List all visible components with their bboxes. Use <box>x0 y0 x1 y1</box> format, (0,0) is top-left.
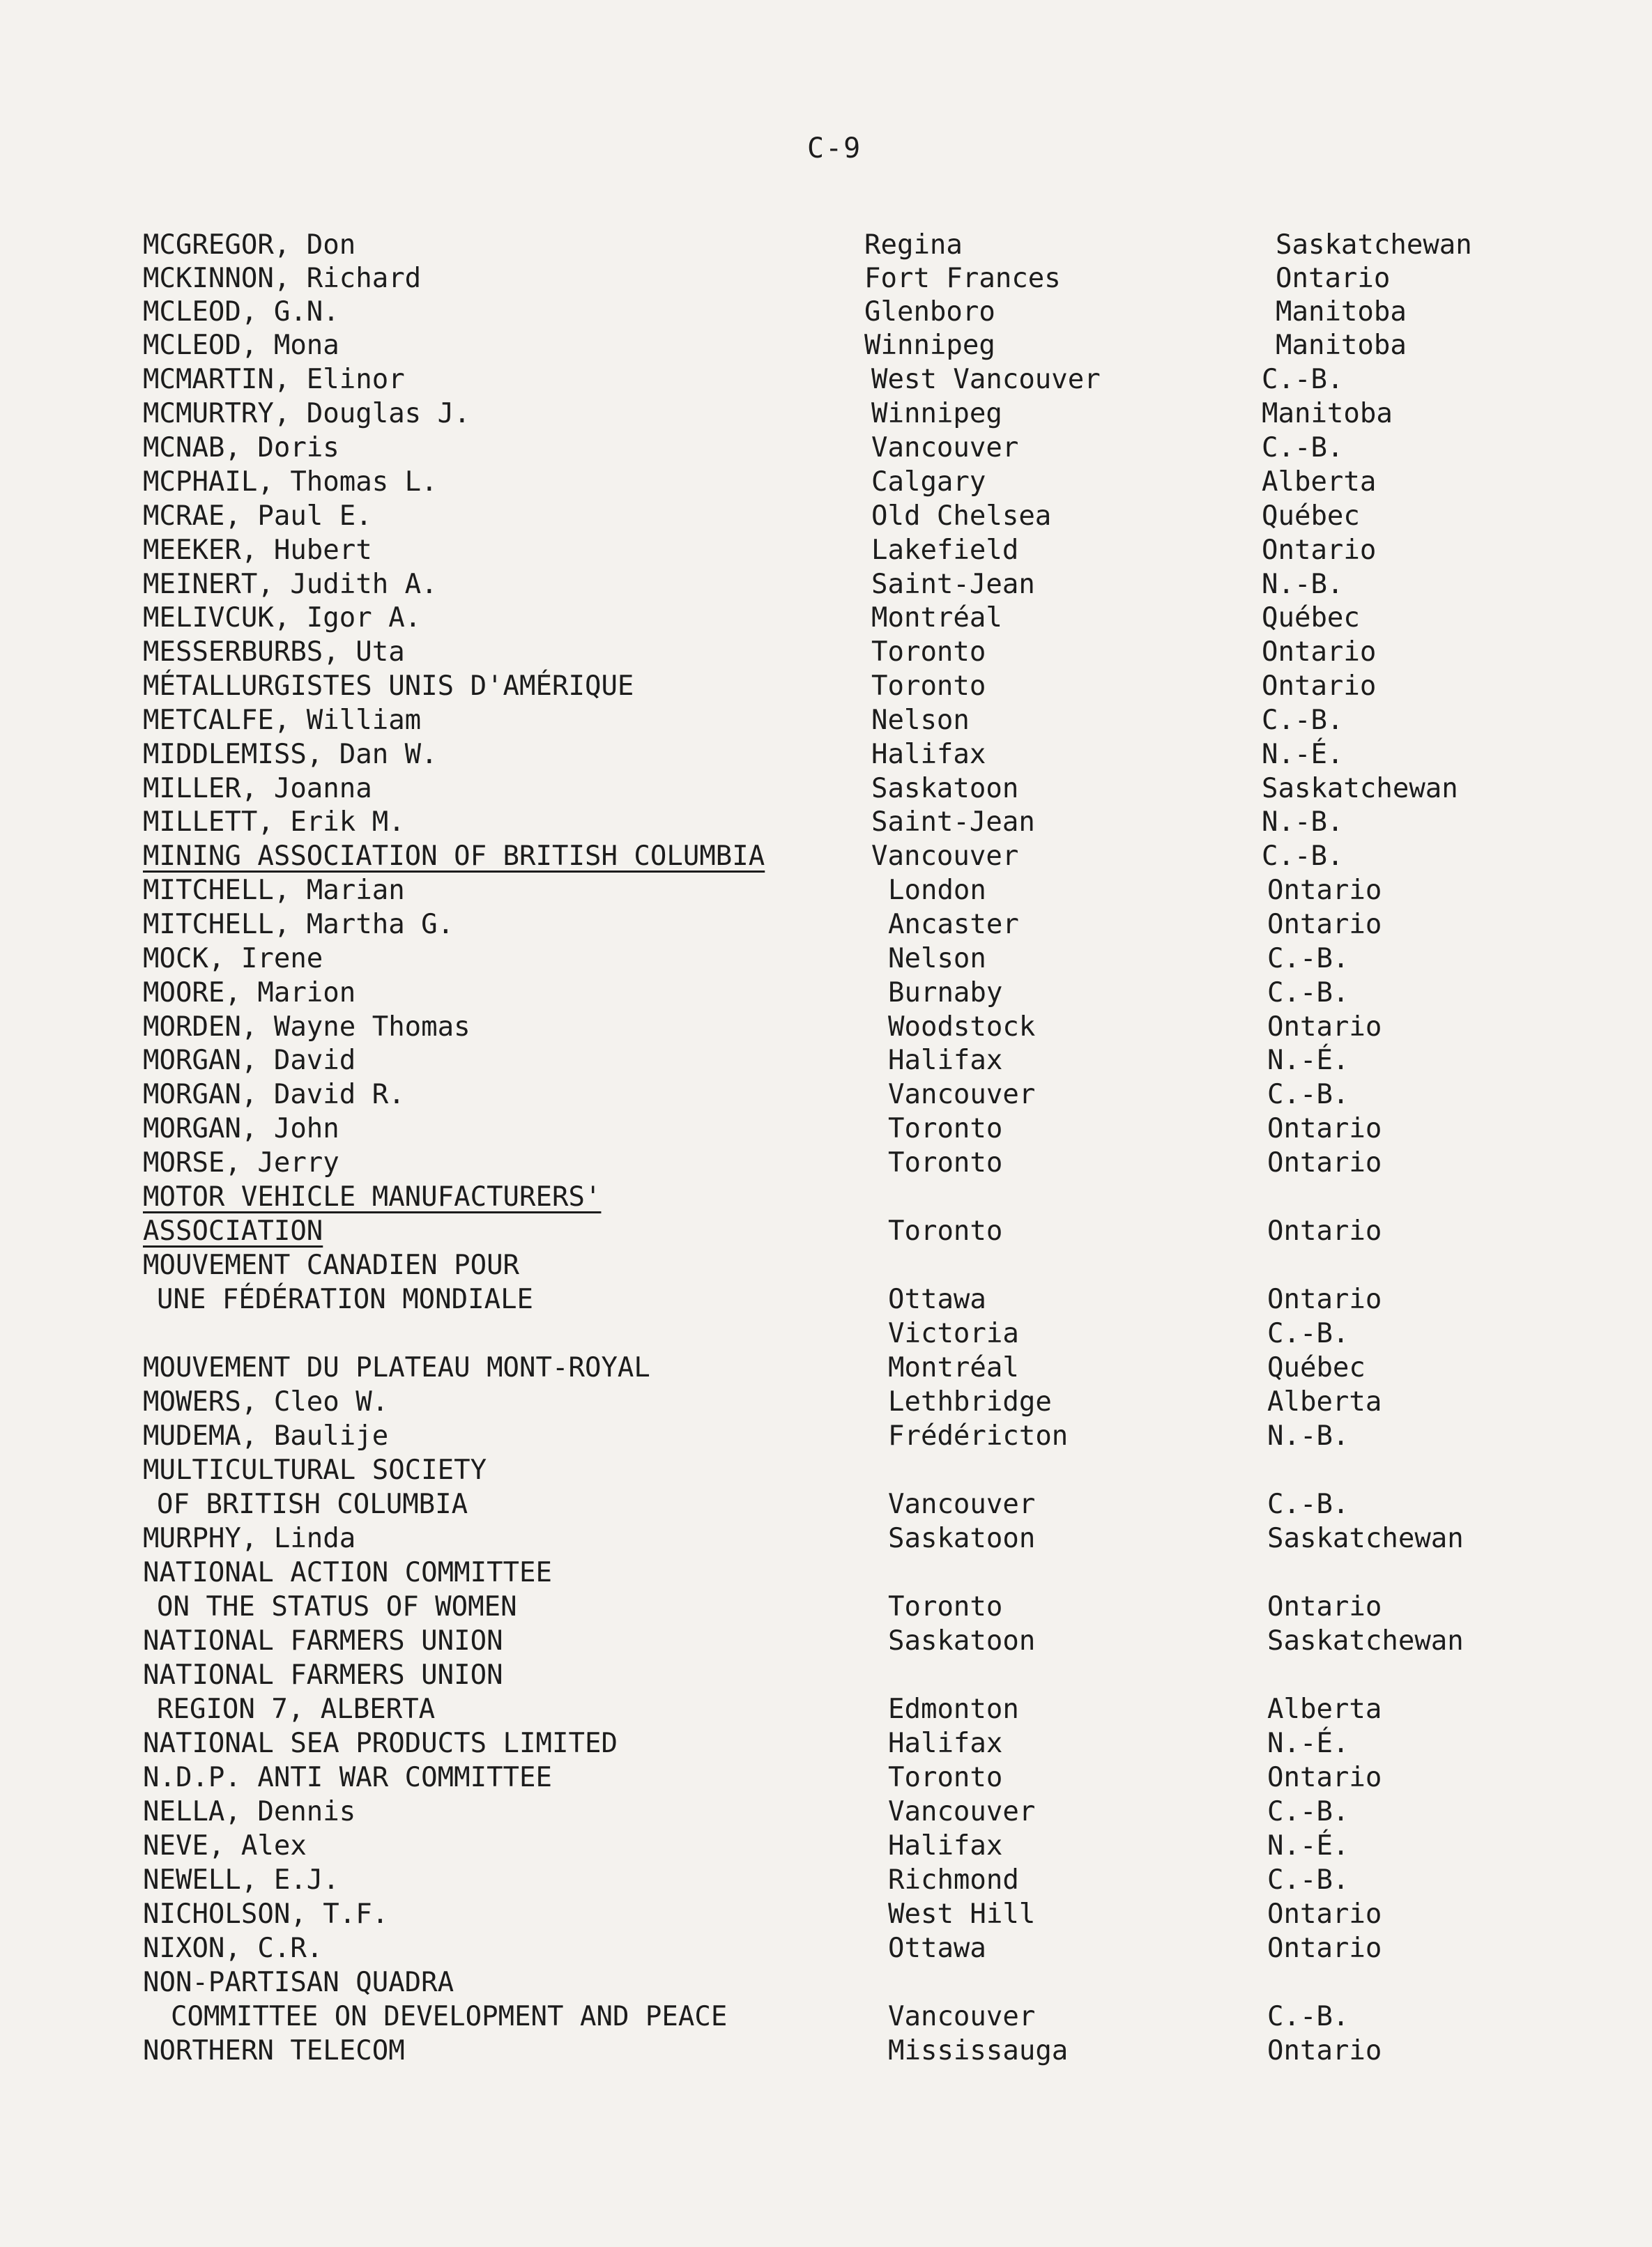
list-item <box>0 1011 1652 1044</box>
entry-city: Nelson <box>888 943 986 974</box>
entry-city: Vancouver <box>888 2001 1036 2032</box>
entry-name: MURPHY, Linda <box>143 1523 356 1554</box>
entry-name: NEVE, Alex <box>143 1830 307 1862</box>
list-item <box>0 1112 1652 1146</box>
entry-name: MELIVCUK, Igor A. <box>143 602 422 634</box>
entry-name: MOORE, Marion <box>143 977 356 1009</box>
entry-city: Glenboro <box>864 296 995 328</box>
entry-name: MORGAN, John <box>143 1113 339 1144</box>
entry-name: MIDDLEMISS, Dan W. <box>143 739 438 770</box>
entry-province: C.-B. <box>1267 1796 1349 1827</box>
entry-name: NATIONAL FARMERS UNION <box>143 1625 503 1657</box>
entry-province: C.-B. <box>1262 364 1344 395</box>
list-item <box>0 874 1652 907</box>
list-item <box>0 772 1652 806</box>
entry-province: Saskatchewan <box>1267 1625 1464 1657</box>
page-number: C-9 <box>807 132 862 164</box>
entry-city: Winnipeg <box>871 398 1002 429</box>
list-item <box>0 1830 1652 1863</box>
entry-province: Ontario <box>1267 875 1382 906</box>
entry-city: Ottawa <box>888 1284 986 1315</box>
entry-province: Ontario <box>1267 909 1382 940</box>
entry-name: MESSERBURBS, Uta <box>143 636 405 668</box>
entry-province: C.-B. <box>1262 705 1344 736</box>
entry-province: Ontario <box>1267 2035 1382 2066</box>
entry-name: MULTICULTURAL SOCIETY <box>143 1455 487 1486</box>
entry-province: Ontario <box>1267 1011 1382 1043</box>
entry-city: Saskatoon <box>871 773 1019 804</box>
entry-name: ASSOCIATION <box>143 1215 323 1247</box>
entry-city: Saskatoon <box>888 1523 1036 1554</box>
list-item <box>0 670 1652 703</box>
entry-name: MCRAE, Paul E. <box>143 500 372 532</box>
list-item <box>0 363 1652 397</box>
entry-province: Ontario <box>1267 1147 1382 1179</box>
entry-name: MOWERS, Cleo W. <box>143 1386 389 1418</box>
list-item <box>0 1488 1652 1521</box>
entry-city: Vancouver <box>888 1079 1036 1110</box>
list-item <box>0 942 1652 976</box>
entry-name: MCLEOD, G.N. <box>143 296 339 328</box>
entry-city: Halifax <box>871 739 986 770</box>
list-item <box>0 1898 1652 1931</box>
list-item <box>0 1249 1652 1282</box>
list-item <box>0 636 1652 669</box>
entry-province: N.-B. <box>1262 806 1344 838</box>
entry-province: Québec <box>1262 500 1360 532</box>
entry-city: Winnipeg <box>864 330 995 361</box>
entry-province: C.-B. <box>1262 432 1344 463</box>
list-item <box>0 568 1652 601</box>
entry-name: MUDEMA, Baulije <box>143 1420 389 1452</box>
list-item <box>0 1932 1652 1965</box>
entry-name: MITCHELL, Marian <box>143 875 405 906</box>
entry-name: MORDEN, Wayne Thomas <box>143 1011 471 1043</box>
entry-province: N.-É. <box>1267 1045 1349 1076</box>
entry-city: Toronto <box>888 1762 1003 1793</box>
list-item <box>0 1317 1652 1351</box>
entry-city: Nelson <box>871 705 970 736</box>
entry-name: MORSE, Jerry <box>143 1147 339 1179</box>
entry-province: Alberta <box>1267 1386 1382 1418</box>
list-item <box>0 738 1652 772</box>
entry-name: COMMITTEE ON DEVELOPMENT AND PEACE <box>171 2001 728 2032</box>
list-item <box>0 840 1652 873</box>
entry-province: Alberta <box>1262 466 1377 498</box>
entry-name: MOUVEMENT CANADIEN POUR <box>143 1250 520 1281</box>
entry-province: Alberta <box>1267 1694 1382 1725</box>
entry-province: C.-B. <box>1267 977 1349 1009</box>
list-item <box>0 229 1652 262</box>
entry-city: Montréal <box>888 1352 1019 1383</box>
entry-province: C.-B. <box>1267 1489 1349 1520</box>
list-item <box>0 1454 1652 1487</box>
entry-city: London <box>888 875 986 906</box>
list-item <box>0 1795 1652 1829</box>
entry-province: N.-É. <box>1262 739 1344 770</box>
list-item <box>0 1761 1652 1795</box>
list-item <box>0 500 1652 533</box>
entry-province: Ontario <box>1267 1215 1382 1247</box>
entry-name: METCALFE, William <box>143 705 422 736</box>
list-item <box>0 1146 1652 1180</box>
entry-province: Ontario <box>1262 535 1377 566</box>
entry-province: C.-B. <box>1267 1864 1349 1896</box>
entry-city: West Hill <box>888 1899 1036 1930</box>
entry-name: NATIONAL SEA PRODUCTS LIMITED <box>143 1728 618 1759</box>
entry-name: MOCK, Irene <box>143 943 323 974</box>
entry-city: Vancouver <box>888 1796 1036 1827</box>
entry-city: Vancouver <box>888 1489 1036 1520</box>
entry-province: Ontario <box>1267 1933 1382 1964</box>
entry-city: Edmonton <box>888 1694 1019 1725</box>
entry-city: Ancaster <box>888 909 1019 940</box>
list-item <box>0 1625 1652 1658</box>
entry-city: Toronto <box>888 1215 1003 1247</box>
list-item <box>0 704 1652 737</box>
entry-name: MOUVEMENT DU PLATEAU MONT-ROYAL <box>143 1352 650 1383</box>
list-item <box>0 1727 1652 1761</box>
entry-name: MCPHAIL, Thomas L. <box>143 466 438 498</box>
entry-province: Ontario <box>1267 1591 1382 1623</box>
entry-city: Halifax <box>888 1830 1003 1862</box>
entry-city: Vancouver <box>871 841 1019 872</box>
list-item <box>0 534 1652 567</box>
entry-city: Mississauga <box>888 2035 1069 2066</box>
entry-province: Ontario <box>1267 1284 1382 1315</box>
entry-city: Ottawa <box>888 1933 986 1964</box>
entry-name: MOTOR VEHICLE MANUFACTURERS' <box>143 1181 602 1213</box>
entry-city: West Vancouver <box>871 364 1101 395</box>
entry-name: MCGREGOR, Don <box>143 229 356 261</box>
entry-name: MCLEOD, Mona <box>143 330 339 361</box>
list-item <box>0 976 1652 1010</box>
list-item <box>0 1386 1652 1419</box>
entry-name: REGION 7, ALBERTA <box>157 1694 436 1725</box>
entry-province: C.-B. <box>1267 1318 1349 1349</box>
entry-province: Saskatchewan <box>1276 229 1472 261</box>
list-item <box>0 2000 1652 2034</box>
list-item <box>0 1351 1652 1385</box>
entry-name: MITCHELL, Martha G. <box>143 909 454 940</box>
list-item <box>0 1966 1652 2000</box>
entry-name: MEEKER, Hubert <box>143 535 372 566</box>
entry-province: Saskatchewan <box>1262 773 1458 804</box>
list-item <box>0 1420 1652 1453</box>
entry-province: N.-É. <box>1267 1728 1349 1759</box>
entry-province: Manitoba <box>1276 296 1407 328</box>
list-item <box>0 601 1652 635</box>
entry-province: Ontario <box>1262 636 1377 668</box>
list-item <box>0 466 1652 499</box>
entry-province: Manitoba <box>1262 398 1393 429</box>
entry-province: Ontario <box>1267 1113 1382 1144</box>
entry-city: Lakefield <box>871 535 1019 566</box>
entry-name: N.D.P. ANTI WAR COMMITTEE <box>143 1762 552 1793</box>
list-item <box>0 1522 1652 1556</box>
entry-province: C.-B. <box>1267 2001 1349 2032</box>
entry-city: Montréal <box>871 602 1002 634</box>
entry-city: Toronto <box>871 670 986 702</box>
entry-name: NICHOLSON, T.F. <box>143 1899 389 1930</box>
list-item <box>0 1556 1652 1590</box>
entry-name: MCKINNON, Richard <box>143 263 422 294</box>
entry-name: MINING ASSOCIATION OF BRITISH COLUMBIA <box>143 841 765 872</box>
list-item <box>0 1215 1652 1248</box>
entry-province: C.-B. <box>1262 841 1344 872</box>
entry-province: N.-É. <box>1267 1830 1349 1862</box>
entry-province: Ontario <box>1267 1762 1382 1793</box>
entry-city: Saint-Jean <box>871 806 1035 838</box>
entry-city: Woodstock <box>888 1011 1036 1043</box>
list-item <box>0 296 1652 329</box>
entry-city: Saint-Jean <box>871 569 1035 600</box>
list-item <box>0 262 1652 296</box>
entry-city: Victoria <box>888 1318 1019 1349</box>
list-item <box>0 1864 1652 1897</box>
entry-city: Frédéricton <box>888 1420 1069 1452</box>
entry-province: Ontario <box>1276 263 1391 294</box>
entry-name: MCNAB, Doris <box>143 432 339 463</box>
entry-city: Halifax <box>888 1045 1003 1076</box>
entry-province: N.-B. <box>1267 1420 1349 1452</box>
entry-name: MÉTALLURGISTES UNIS D'AMÉRIQUE <box>143 670 634 702</box>
entry-city: Toronto <box>888 1591 1003 1623</box>
entry-name: NATIONAL ACTION COMMITTEE <box>143 1557 552 1588</box>
entry-name: NORTHERN TELECOM <box>143 2035 405 2066</box>
list-item <box>0 1044 1652 1078</box>
list-item <box>0 2034 1652 2068</box>
entry-name: MILLETT, Erik M. <box>143 806 405 838</box>
list-item <box>0 1181 1652 1214</box>
entry-province: Québec <box>1267 1352 1366 1383</box>
entry-name: MILLER, Joanna <box>143 773 372 804</box>
list-item <box>0 431 1652 465</box>
list-item <box>0 1659 1652 1692</box>
list-item <box>0 806 1652 839</box>
entry-name: NIXON, C.R. <box>143 1933 323 1964</box>
entry-province: Ontario <box>1262 670 1377 702</box>
entry-province: Manitoba <box>1276 330 1407 361</box>
entry-city: Toronto <box>888 1147 1003 1179</box>
entry-name: UNE FÉDÉRATION MONDIALE <box>157 1284 534 1315</box>
entry-name: OF BRITISH COLUMBIA <box>157 1489 468 1520</box>
list-item <box>0 1693 1652 1726</box>
entry-name: NATIONAL FARMERS UNION <box>143 1659 503 1691</box>
entry-city: Burnaby <box>888 977 1003 1009</box>
entry-city: Halifax <box>888 1728 1003 1759</box>
entry-province: C.-B. <box>1267 943 1349 974</box>
entry-city: Richmond <box>888 1864 1019 1896</box>
entry-province: Saskatchewan <box>1267 1523 1464 1554</box>
list-item <box>0 329 1652 362</box>
list-item <box>0 1283 1652 1317</box>
entry-city: Lethbridge <box>888 1386 1052 1418</box>
list-item <box>0 908 1652 942</box>
entry-name: NEWELL, E.J. <box>143 1864 339 1896</box>
entry-city: Old Chelsea <box>871 500 1052 532</box>
list-item <box>0 1078 1652 1112</box>
entry-province: C.-B. <box>1267 1079 1349 1110</box>
entry-city: Regina <box>864 229 963 261</box>
entry-name: MORGAN, David <box>143 1045 356 1076</box>
entry-province: Québec <box>1262 602 1360 634</box>
entry-city: Saskatoon <box>888 1625 1036 1657</box>
entry-province: N.-B. <box>1262 569 1344 600</box>
entry-name: MCMURTRY, Douglas J. <box>143 398 471 429</box>
entry-city: Toronto <box>871 636 986 668</box>
entry-city: Calgary <box>871 466 986 498</box>
entry-name: MORGAN, David R. <box>143 1079 405 1110</box>
list-item <box>0 1590 1652 1624</box>
list-item <box>0 397 1652 431</box>
entry-name: MEINERT, Judith A. <box>143 569 438 600</box>
entry-name: NON-PARTISAN QUADRA <box>143 1967 454 1998</box>
entry-name: NELLA, Dennis <box>143 1796 356 1827</box>
entry-city: Toronto <box>888 1113 1003 1144</box>
entry-city: Fort Frances <box>864 263 1061 294</box>
entry-city: Vancouver <box>871 432 1019 463</box>
entry-province: Ontario <box>1267 1899 1382 1930</box>
entry-name: ON THE STATUS OF WOMEN <box>157 1591 517 1623</box>
entry-name: MCMARTIN, Elinor <box>143 364 405 395</box>
